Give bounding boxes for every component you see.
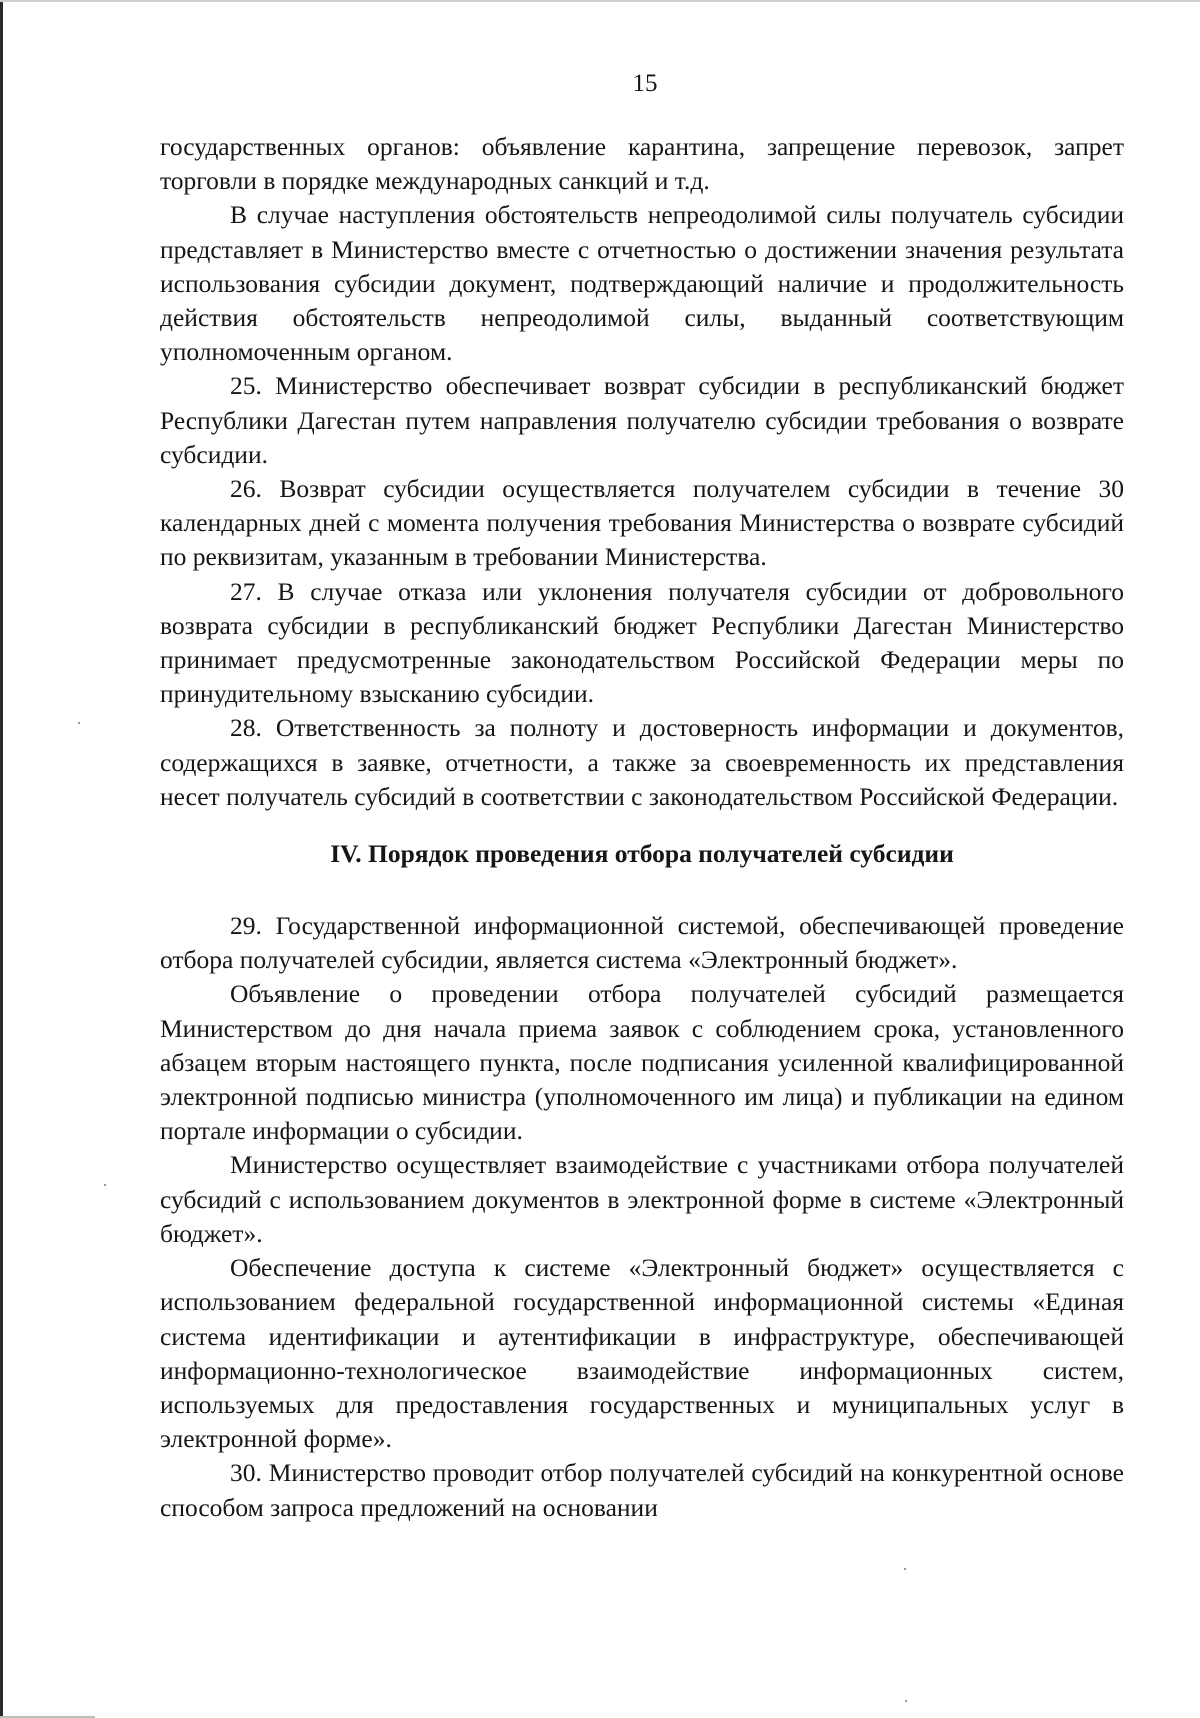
paragraph-28: 28. Ответственность за полноту и достоверность информации и документов, содержащихся в заявке, отчетности, а также за своевременность их представления несет получатель субсидий в соответствии с законодательством Российской Федерации. (160, 713, 1124, 811)
scan-speck (904, 1568, 906, 1570)
page-number: 15 (632, 70, 658, 97)
scan-speck (905, 1700, 907, 1702)
paragraph-announcement: Объявление о проведении отбора получателей субсидий размещается Министерством до дня начала приема заявок с соблюдением срока, установленного абзацем вторым настоящего пункта, после подписания усиленной квалифицированной электронной подписью министра (уполномоченного им лица) и публикации на едином портале информации о субсидии. (160, 979, 1124, 1146)
scan-top-edge (0, 0, 1200, 2)
scan-speck (104, 1184, 106, 1186)
paragraph-access: Обеспечение доступа к системе «Электронный бюджет» осуществляется с использованием федеральной государственной информационной системы «Единая система идентификации и аутентификации в инфраструктуре, обеспечивающей информационно-технологическое взаимодействие информационных систем, используемых для предоставления государственных и муниципальных услуг в электронной форме». (160, 1253, 1124, 1454)
scan-speck (78, 722, 80, 724)
paragraph-30: 30. Министерство проводит отбор получателей субсидий на конкурентной основе способом запроса предложений на основании (160, 1458, 1124, 1522)
paragraph-26: 26. Возврат субсидии осуществляется получателем субсидии в течение 30 календарных дней с момента получения требования Министерства о возврате субсидий по реквизитам, указанным в требовании Министерства. (160, 474, 1124, 572)
section-heading: IV. Порядок проведения отбора получателей субсидии (330, 839, 954, 869)
paragraph-continuation: государственных органов: объявление карантина, запрещение перевозок, запрет торговли в порядке международных санкций и т.д. (160, 132, 1124, 196)
document-body (160, 130, 1124, 1525)
paragraph-interaction: Министерство осуществляет взаимодействие с участниками отбора получателей субсидий с использованием документов в электронной форме в системе «Электронный бюджет». (160, 1150, 1124, 1248)
paragraph-force-majeure: В случае наступления обстоятельств непреодолимой силы получатель субсидии представляет в Министерство вместе с отчетностью о достижении значения результата использования субсидии документ, подтверждающий наличие и продолжительность действия обстоятельств непреодолимой силы, выданный соответствующим уполномоченным органом. (160, 200, 1124, 367)
paragraph-29: 29. Государственной информационной системой, обеспечивающей проведение отбора получателей субсидии, является система «Электронный бюджет». (160, 911, 1124, 975)
scan-left-edge (0, 0, 3, 1718)
paragraph-25: 25. Министерство обеспечивает возврат субсидии в республиканский бюджет Республики Дагестан путем направления получателю субсидии требования о возврате субсидии. (160, 371, 1124, 469)
paragraph-27: 27. В случае отказа или уклонения получателя субсидии от добровольного возврата субсидии в республиканский бюджет Республики Дагестан Министерство принимает предусмотренные законодательством Российской Федерации меры по принудительному взысканию субсидии. (160, 576, 1124, 709)
